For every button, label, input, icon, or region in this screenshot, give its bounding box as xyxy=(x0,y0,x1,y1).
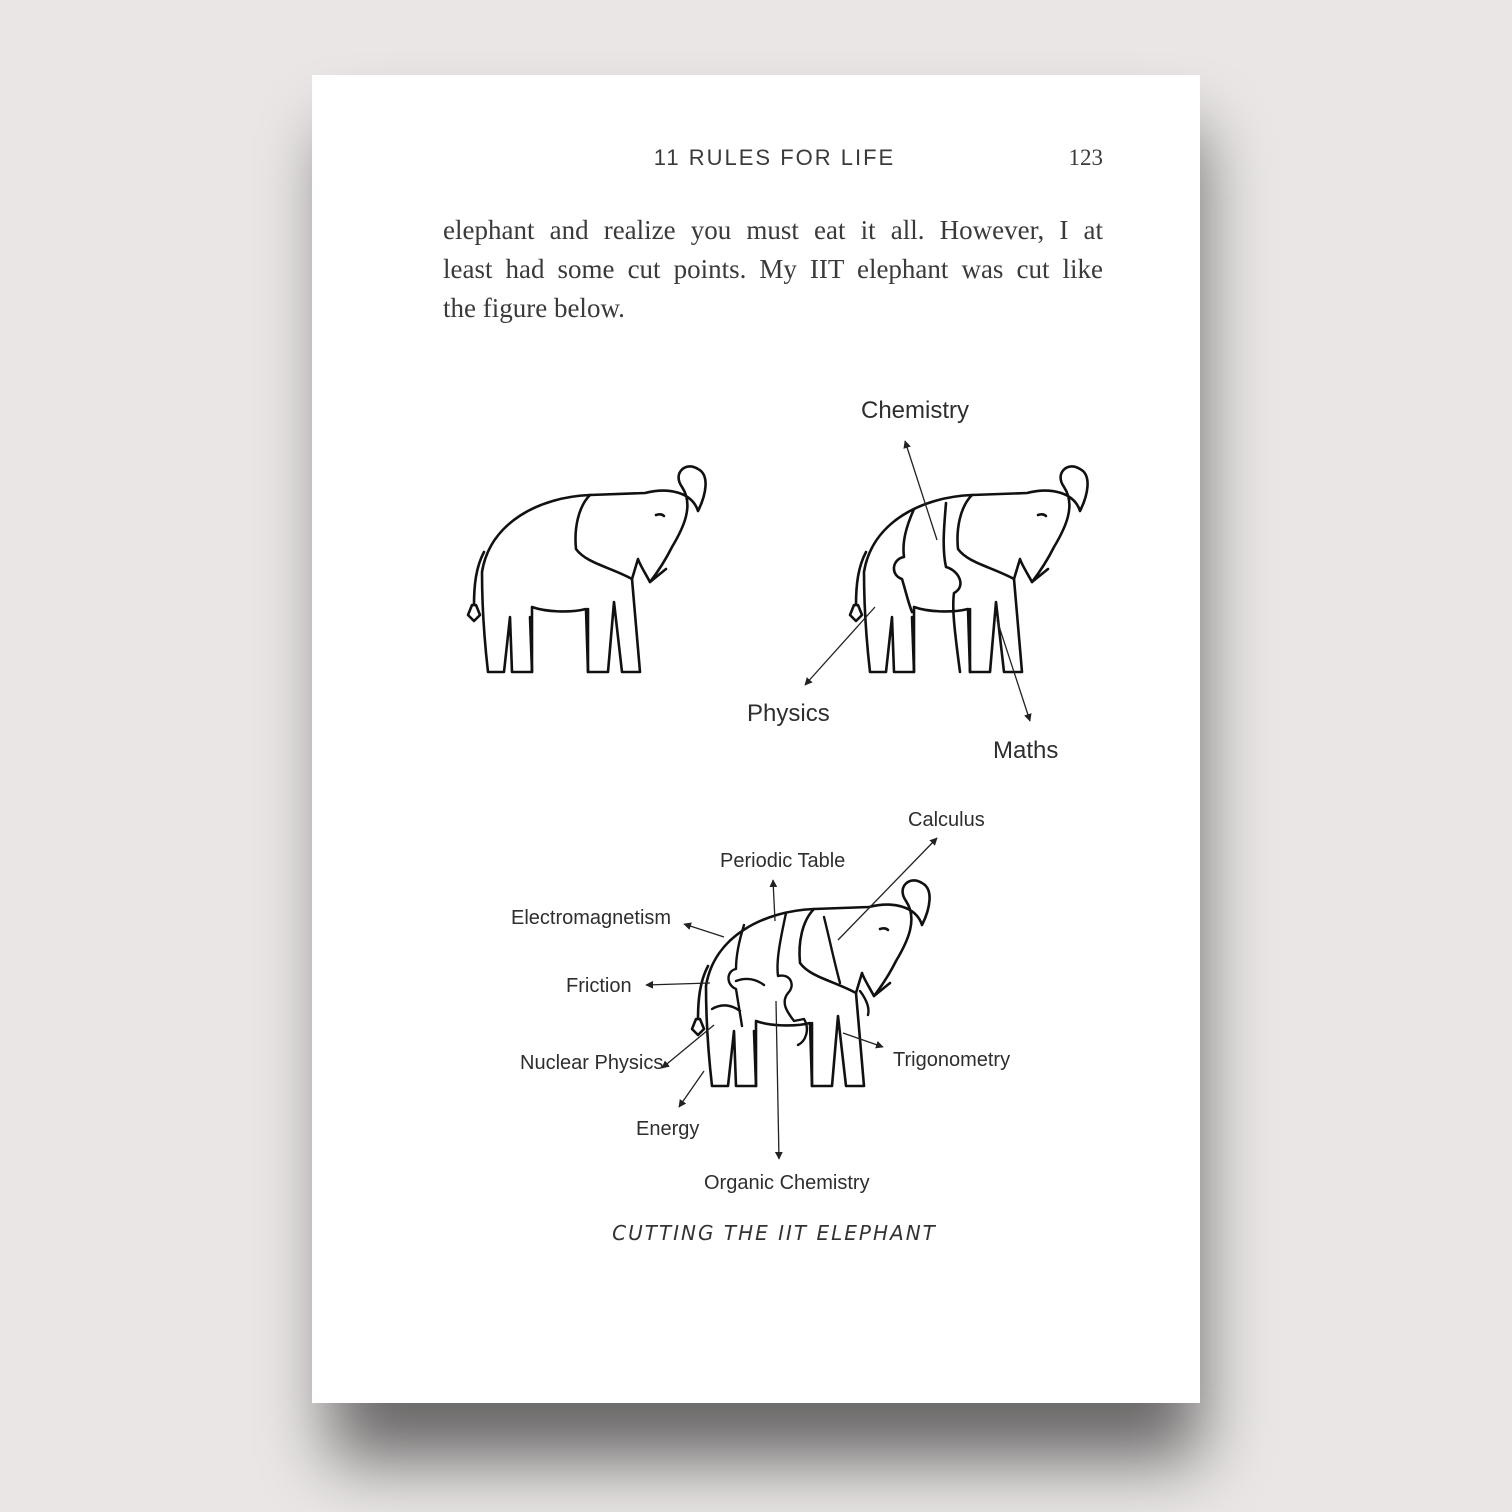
label-maths: Maths xyxy=(993,737,1059,764)
elephant-three-pieces xyxy=(850,466,1088,672)
body-line: least had some cut points. My IIT elephant was cut like xyxy=(443,254,1103,284)
elephant-figure xyxy=(312,75,1200,1403)
label-trigonometry: Trigonometry xyxy=(893,1049,1011,1071)
maths-arrow xyxy=(997,620,1030,721)
nuclear-physics-arrow xyxy=(662,1025,714,1068)
label-electromagnetism: Electromagnetism xyxy=(511,907,672,929)
energy-arrow xyxy=(679,1071,704,1107)
page-number: 123 xyxy=(1068,145,1103,170)
physics-arrow xyxy=(805,607,875,685)
body-line: the figure below. xyxy=(443,293,625,323)
label-physics: Physics xyxy=(747,700,830,727)
figure-caption: CUTTING THE IIT ELEPHANT xyxy=(612,1221,937,1245)
running-title: 11 RULES FOR LIFE xyxy=(653,145,896,170)
elephant-whole xyxy=(468,466,706,672)
label-periodic-table: Periodic Table xyxy=(720,850,846,872)
label-calculus: Calculus xyxy=(908,809,985,831)
label-energy: Energy xyxy=(636,1118,700,1140)
label-nuclear-physics: Nuclear Physics xyxy=(520,1052,664,1074)
top-arrows xyxy=(805,441,1030,721)
electromagnetism-arrow xyxy=(684,924,724,937)
label-friction: Friction xyxy=(566,975,632,997)
trigonometry-arrow xyxy=(843,1033,883,1047)
book-page xyxy=(312,75,1200,1403)
label-organic-chemistry: Organic Chemistry xyxy=(704,1172,870,1194)
bottom-arrows xyxy=(646,838,937,1159)
label-chemistry: Chemistry xyxy=(861,397,970,424)
chemistry-arrow xyxy=(905,441,937,540)
body-line: elephant and realize you must eat it all. However, I at xyxy=(443,215,1103,245)
